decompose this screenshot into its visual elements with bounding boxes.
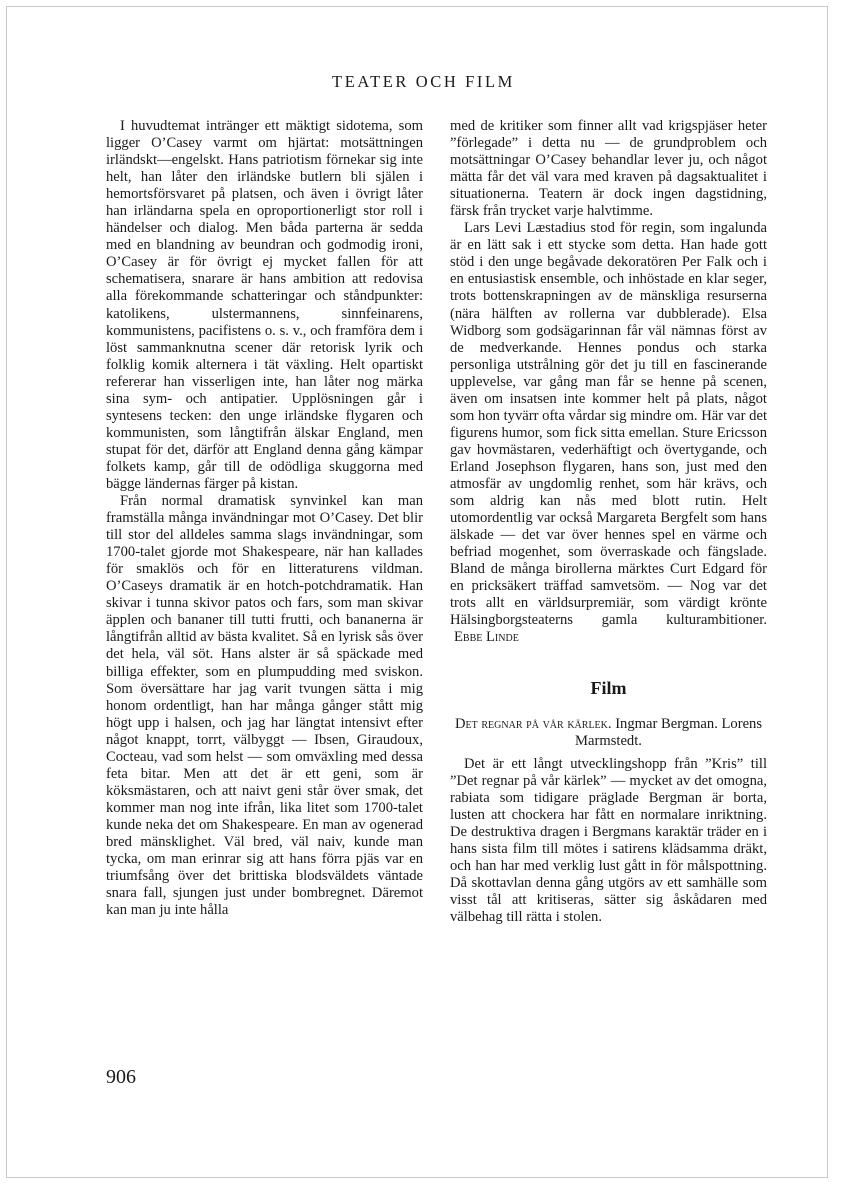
film-paragraph: Det är ett långt utvecklingshopp från ”Kris” till ”Det regnar på vår kärlek” — mycket av det omogna, rabiata som tidigare präglade Bergman är borta, lusten att chockera har fått en normalare inriktning. De destruktiva dragen i Bergmans karaktär träder en i hans sista film till mötes i satirens klädsamma dräkt, och han har med verklig lust gått in för målspottning. Då skottavlan denna gång utgörs av ett samhälle som visst tål att kritiseras, sätter sig åskådaren med välbehag till rätta i stolen. <box>450 755 767 926</box>
left-column <box>106 118 423 919</box>
film-title: Det regnar på vår kärlek. <box>454 715 612 732</box>
right-paragraph-1: med de kritiker som finner allt vad krigspjäser heter ”förlegade” i detta nu — de grundproblem och motsättningar O’Casey behandlar lever ju, och något mätta får det väl vara med kraven på dagsaktualitet i situationerna. Teatern är dock ingen dagstidning, färsk från trycket varje halvtimme. <box>450 118 767 220</box>
right-column <box>450 118 767 926</box>
right-paragraph-2 <box>450 220 767 646</box>
page-number: 906 <box>106 1066 136 1088</box>
left-paragraph-2: Från normal dramatisk synvinkel kan man framställa många invändningar mot O’Casey. Det blir till stor del alldeles samma slags invändningar, som 1700-talet gjorde mot Shakespeare, när han kallades för smaklös och för en litteraturens vildman. O’Caseys dramatik är en hotch-potchdramatik. Han skivar i tunna skivor patos och fars, som man skivar äpplen och bananer till tutti frutti, och bananerna är långtifrån alltid av bästa kvalitet. Så en lyrisk sås över det hela, väl söt. Hans alster är så späckade med billiga effekter, som en plumpudding med sviskon. Som översättare har jag varit tvungen sätta i mig honom ordentligt, han har många gånger stått mig högt upp i halsen, och jag har längtat intensivt efter något knappt, torrt, välbyggt — Ibsen, Giraudoux, Cocteau, vad som helst — som omväxling med dessa feta bitar. Men att det är ett geni, som är köksmästaren, och att naivt geni står över smak, det kommer man nog inte ifrån, lika litet som 1700-talet kunde neka det om Shakespeare. En man av ogenerad bred mänsklighet. Väl bred, väl naiv, kunde man tycka, om man erinrar sig att hans förra pjäs var en triumfsång över det brittiska blodsväldets väntade snara fall, sjungen just under bombregnet. Däremot kan man ju inte hålla <box>106 493 423 919</box>
film-section-title: Film <box>590 678 627 699</box>
film-credits: Ingmar Bergman. Lorens Marmstedt. <box>575 715 763 749</box>
right-paragraph-2-text: Lars Levi Læstadius stod för regin, som ingalunda är en lätt sak i ett stycke som detta. Han hade gott stöd i den unge begåvade dekoratören Per Falk och i en entusiastisk ensemble, och inhöstade en klar seger, trots bottenskrapningen av de mänskliga resurserna (nära hälften av rollerna var dubblerade). Elsa Widborg som godsägarinnan får väl nämnas först av de medverkande. Hennes pondus och starka personliga utstrålning gör det ju till en fascinerande upplevelse, var gång man får se henne på scenen, även om insatsen inte kommer helt på plats, något som hon tyvärr ofta vårdar sig mindre om. Här var det figurens humor, som fick sitta emellan. Sture Ericsson gav hovmästaren, vederhäftigt och övertygande, och Erland Josephson flygaren, hans son, just med den atmosfär av ungdomlig renhet, som här krävs, och som aldrig kan nås med blott rutin. Helt utomordentlig var också Margareta Bergfelt som hans älskade — det var över hennes spel en värme och befriad mogenhet, som överraskade och fängslade. Bland de många birollerna märktes Curt Edgard för en pricksäkert träffad samvetsöm. — Nog var det trots allt en världsurpremiär, som värdigt krönte Hälsingborgsteaterns gamla kulturambitioner. <box>450 220 767 629</box>
running-head: TEATER OCH FILM <box>332 72 515 91</box>
author-signature: Ebbe Linde <box>454 629 519 646</box>
left-paragraph-1: I huvudtemat intränger ett mäktigt sidotema, som ligger O’Casey varmt om hjärtat: motsättningen irländskt—engelskt. Hans patriotism förnekar sig inte helt, han låter den irländske butlern bli själen i hemortsförsvaret på platsen, och även i övrigt låter han irländarna spela en oproportionerligt stor roll i händelser och dialog. Men båda parterna är sedda med en blandning av beundran och godmodig ironi, O’Casey är för övrigt ej mycket fallen för att schematisera, snarare är hans ambition att redovisa alla förekommande schatteringar och ståndpunkter: katolikens, ulstermannens, sinnfeinarens, kommunistens, pacifistens o. s. v., och framföra dem i löst sammanknutna scener där retorisk lyrik och folklig komik alternera i tät växling. Helt opartiskt refererar han visserligen inte, han låter nog märka sina sym- och antipatier. Upplösningen går i syntesens tecken: den unge irländske flygaren och kommunisten, som långtifrån älskar England, men stupat för det, därför att England denna gång kämpar folkets kamp, går till de odödliga skuggorna med bägge ländernas färger på kistan. <box>106 118 423 492</box>
film-review-heading <box>450 716 767 750</box>
